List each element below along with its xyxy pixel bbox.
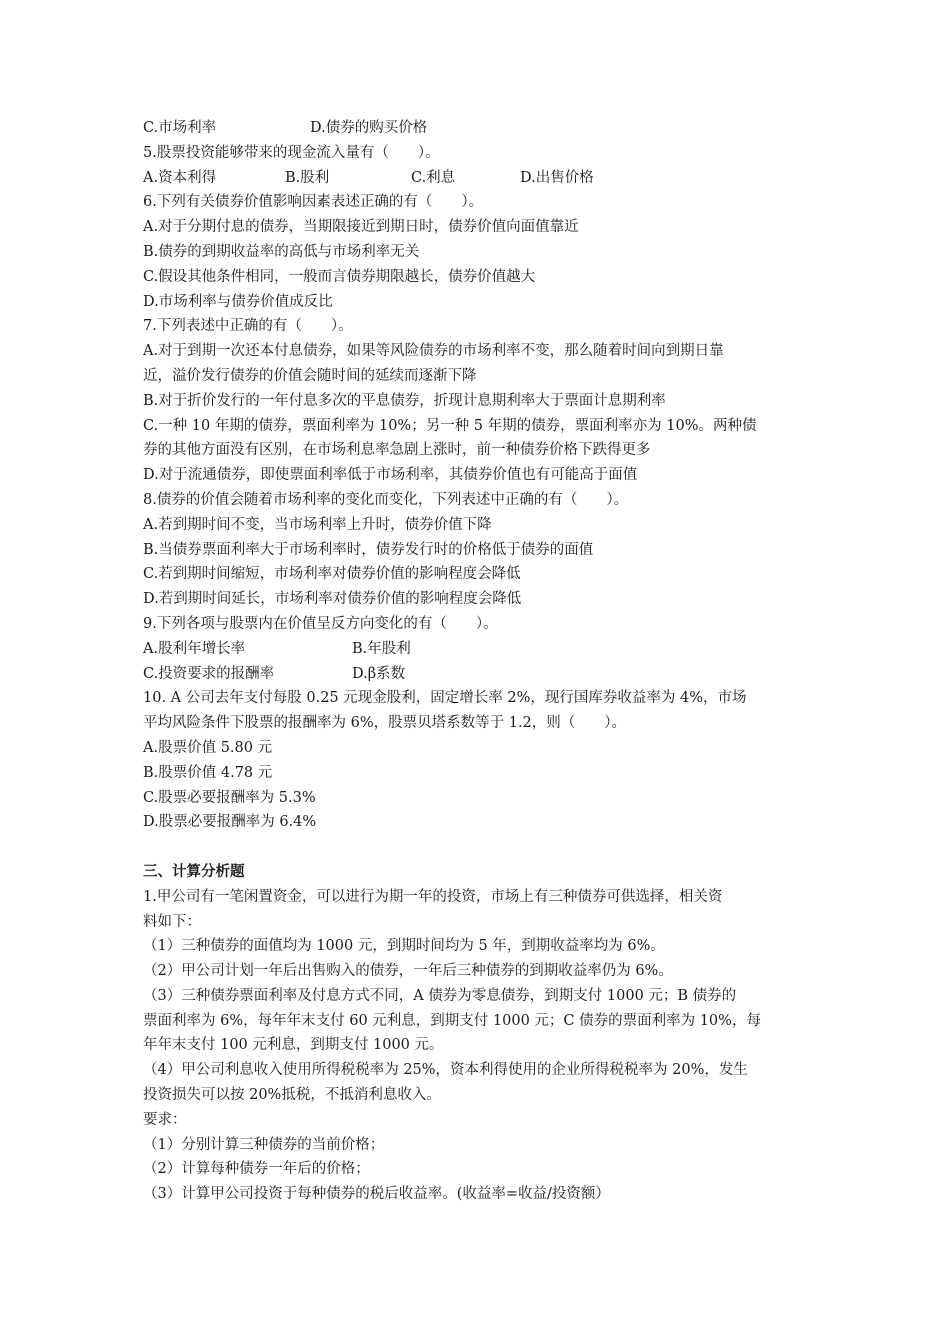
calc-q1-requirement-1: （1）分别计算三种债券的当前价格； [143,1136,385,1153]
q8-option-a: A.若到期时间不变，当市场利率上升时，债券价值下降 [143,516,492,533]
q7-option-b: B.对于折价发行的一年付息多次的平息债券，折现计息期利率大于票面计息期利率 [143,392,666,409]
calc-q1-item3-line2: 票面利率为 6%，每年年末支付 60 元利息，到期支付 1000 元；C 债券的票面利率为 10%，每 [143,1012,761,1029]
q9-option-b: B.年股利 [352,640,411,657]
q7-stem: 7.下列表述中正确的有（ ）。 [143,318,353,335]
q10-option-b: B.股票价值 4.78 元 [143,764,273,781]
q6-option-d: D.市场利率与债券价值成反比 [143,293,333,310]
q8-option-c: C.若到期时间缩短，市场利率对债券价值的影响程度会降低 [143,566,521,583]
q10-option-a: A.股票价值 5.80 元 [143,739,273,756]
q9-options-cd [143,662,807,687]
q5-stem: 5.股票投资能够带来的现金流入量有（ ）。 [143,144,440,161]
q4-option-c: C.市场利率 [143,120,217,136]
q10-stem-line1: 10. A 公司去年支付每股 0.25 元现金股利，固定增长率 2%，现行国库券收益率为 4%，市场 [143,690,747,707]
q6-option-c: C.假设其他条件相同，一般而言债券期限越长，债券价值越大 [143,268,536,285]
q5-option-c: C.利息 [411,169,456,186]
q7-option-c-line2: 券的其他方面没有区别，在市场利息率急剧上涨时，前一种债券价格下跌得更多 [143,442,651,459]
calc-q1-item3-line1: （3）三种债券票面利率及付息方式不同，A 债券为零息债券，到期支付 1000 元；B 债券的 [143,987,737,1004]
q4-option-d: D.债券的购买价格 [310,120,428,136]
calc-q1-line1: 1.甲公司有一笔闲置资金，可以进行为期一年的投资，市场上有三种债券可供选择，相关资 [143,888,723,905]
q8-option-b: B.当债券票面利率大于市场利率时，债券发行时的价格低于债券的面值 [143,541,594,558]
calc-q1-line2: 料如下： [143,913,201,930]
calc-q1-requirements: 要求： [143,1111,187,1128]
q8-option-d: D.若到期时间延长，市场利率对债券价值的影响程度会降低 [143,591,522,608]
q7-option-a-line2: 近，溢价发行债券的价值会随时间的延续而逐渐下降 [143,367,477,384]
q5-options [143,166,807,191]
calc-q1-requirement-3: （3）计算甲公司投资于每种债券的税后收益率。(收益率=收益/投资额） [143,1186,610,1203]
q10-stem-line2: 平均风险条件下股票的报酬率为 6%，股票贝塔系数等于 1.2，则（ ）。 [143,715,627,732]
q8-stem: 8.债券的价值会随着市场利率的变化而变化，下列表述中正确的有（ ）。 [143,491,629,508]
calc-q1-item4-line2: 投资损失可以按 20%抵税，不抵消利息收入。 [143,1087,441,1104]
calc-q1-item1: （1）三种债券的面值均为 1000 元，到期时间均为 5 年，到期收益率均为 6%。 [143,938,665,955]
q10-option-c: C.股票必要报酬率为 5.3% [143,789,316,806]
q5-option-b: B.股利 [285,169,330,186]
q4-options-cd [143,116,807,141]
q9-option-a: A.股利年增长率 [143,640,246,657]
q5-option-a: A.资本利得 [143,169,217,186]
q7-option-a-line1: A.对于到期一次还本付息债券，如果等风险债券的市场利率不变，那么随着时间向到期日靠 [143,343,724,360]
calc-q1-item4-line1: （4）甲公司利息收入使用所得税税率为 25%，资本利得使用的企业所得税税率为 20%，发生 [143,1062,748,1079]
q9-options-ab [143,637,807,662]
document-page [143,116,807,1207]
q9-option-c: C.投资要求的报酬率 [143,665,275,682]
q10-option-d: D.股票必要报酬率为 6.4% [143,814,317,831]
q5-option-d: D.出售价格 [520,169,594,186]
q6-stem: 6.下列有关债券价值影响因素表述正确的有（ ）。 [143,194,484,211]
q7-option-c-line1: C.一种 10 年期的债券，票面利率为 10%；另一种 5 年期的债券，票面利率亦为 10%。两种债 [143,417,757,434]
calc-q1-requirement-2: （2）计算每种债券一年后的价格； [143,1161,370,1178]
q9-stem: 9.下列各项与股票内在价值呈反方向变化的有（ ）。 [143,615,498,632]
section-title-calculation: 三、计算分析题 [143,863,245,880]
calc-q1-item3-line3: 年年末支付 100 元利息，到期支付 1000 元。 [143,1037,444,1054]
q6-option-a: A.对于分期付息的债券，当期限接近到期日时，债券价值向面值靠近 [143,219,579,236]
q7-option-d: D.对于流通债券，即使票面利率低于市场利率，其债券价值也有可能高于面值 [143,467,638,484]
q6-option-b: B.债券的到期收益率的高低与市场利率无关 [143,243,420,260]
q9-option-d: D.β系数 [352,665,406,682]
calc-q1-item2: （2）甲公司计划一年后出售购入的债券，一年后三种债券的到期收益率仍为 6%。 [143,963,673,980]
